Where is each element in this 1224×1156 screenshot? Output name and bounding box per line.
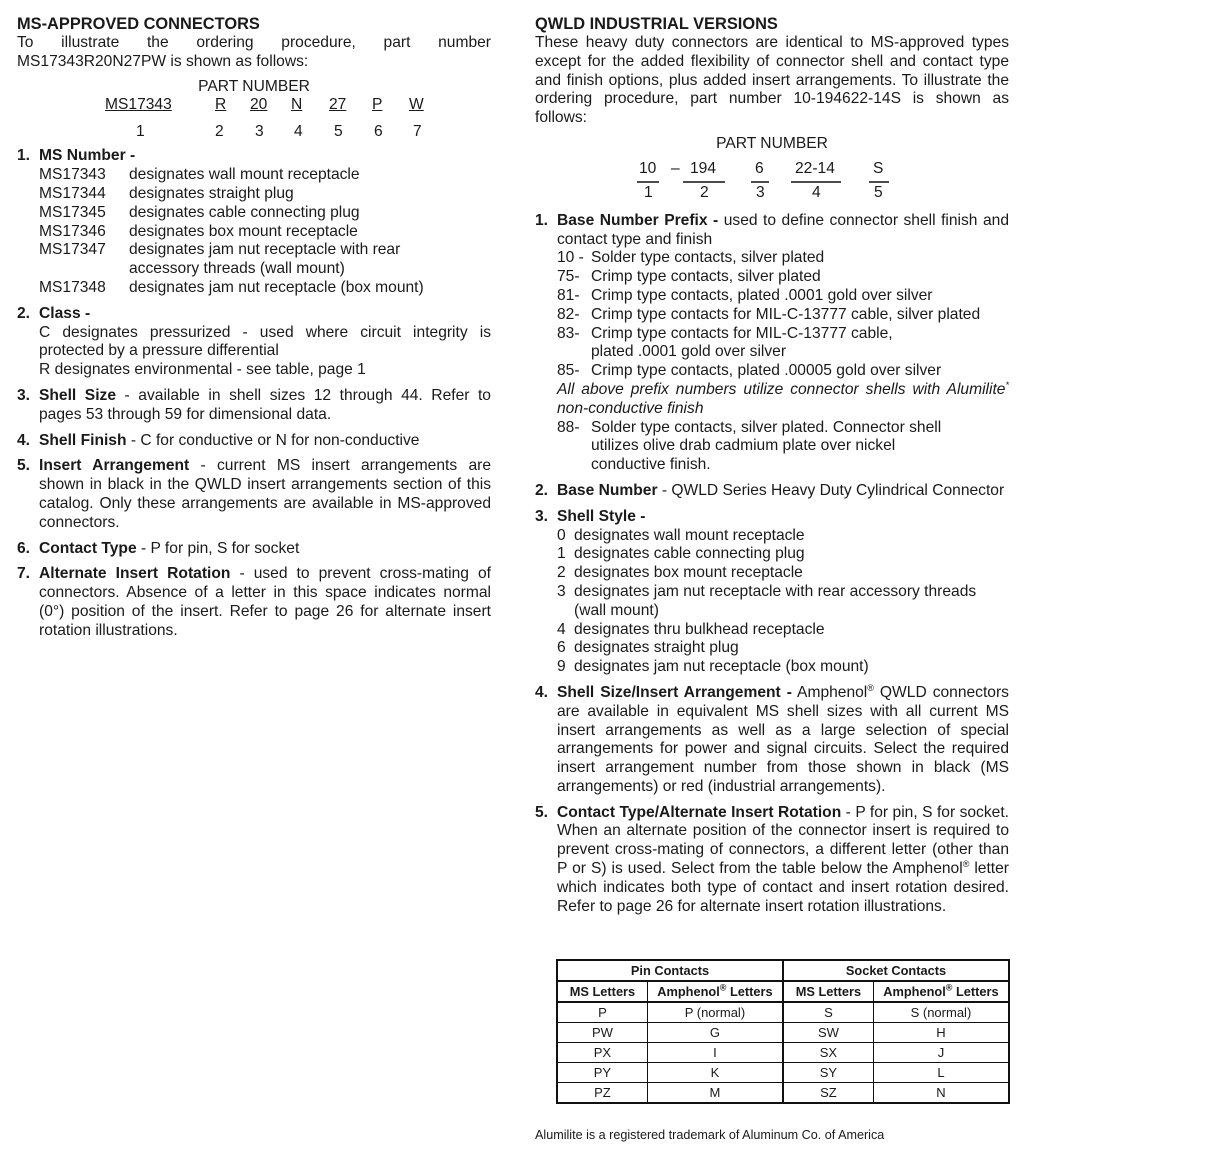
table-row [557, 1083, 1009, 1104]
list-item [17, 305, 491, 380]
note-asterisk: * [1005, 379, 1009, 390]
part-index: 4 [812, 183, 821, 201]
style-text: designates jam nut receptacle with rear accessory threads (wall mount) [574, 582, 977, 619]
part-segment: 194 [690, 159, 717, 177]
prefix-key: 10 - [557, 249, 584, 267]
style-row [557, 564, 1009, 583]
registered-mark: ® [719, 982, 727, 993]
prefix-row [557, 306, 1009, 325]
prefix-key: 85- [557, 362, 580, 380]
definition-row [39, 166, 491, 185]
part-segment: P [372, 96, 383, 114]
registered-mark: ® [945, 982, 953, 993]
item-number: 2. [17, 304, 31, 322]
item-heading: Shell Size/Insert Arrangement - [557, 683, 792, 701]
definition-text: designates jam nut receptacle with rear accessory threads (wall mount) [129, 241, 401, 278]
note-text: All above prefix numbers utilize connector shells with Alumilite [557, 380, 1006, 398]
style-row [557, 621, 1009, 640]
definition-code: MS17345 [39, 203, 106, 221]
table-group-header [557, 960, 1009, 981]
table-cell: M [647, 1083, 783, 1104]
item-number: 4. [535, 683, 549, 701]
section-title: MS-APPROVED CONNECTORS [17, 15, 260, 33]
item-heading: Base Number Prefix - [557, 211, 719, 229]
column-header [873, 981, 1009, 1002]
trademark-footnote: Alumilite is a registered trademark of Aluminum Co. of America [535, 1128, 885, 1142]
class-description: C designates pressurized - used where circuit integrity is protected by a pressure differential [39, 323, 491, 360]
table-cell: H [873, 1023, 1009, 1043]
qwld-industrial-section [535, 14, 1009, 923]
prefix-text: Crimp type contacts for MIL-C-13777 cable, silver plated [591, 305, 981, 323]
prefix-row [557, 419, 1009, 475]
definition-code: MS17346 [39, 222, 106, 240]
contact-letters-table [556, 959, 1010, 1104]
part-segment: 20 [250, 96, 268, 114]
item-body: letter which indicates both type of contact and insert rotation desired. Refer to page 26 for alternate insert rotation illustrations. [557, 860, 1009, 915]
list-item [535, 482, 1009, 501]
table-cell: J [873, 1043, 1009, 1063]
style-key: 3 [557, 582, 566, 600]
prefix-text: Crimp type contacts, silver plated [591, 268, 821, 286]
item-heading: Shell Finish [39, 431, 127, 449]
definition-text: designates straight plug [129, 184, 294, 202]
table-cell: S (normal) [873, 1002, 1009, 1023]
prefix-key: 75- [557, 268, 580, 286]
column-header-text: Letters [952, 984, 999, 999]
note-text: non-conductive finish [557, 399, 704, 417]
table-row [557, 1043, 1009, 1063]
ms-approved-section [17, 14, 491, 648]
list-item [17, 540, 491, 559]
part-index: 5 [874, 183, 883, 201]
list-item [17, 432, 491, 451]
prefix-text: Crimp type contacts, plated .0001 gold over silver [591, 286, 933, 304]
style-key: 4 [557, 620, 566, 638]
table-cell: N [873, 1083, 1009, 1104]
style-key: 9 [557, 658, 566, 676]
table-cell: P [557, 1002, 647, 1023]
shell-style-list [557, 527, 1009, 677]
table-row [557, 1002, 1009, 1023]
table-cell: SY [783, 1063, 873, 1083]
item-number: 2. [535, 481, 549, 499]
table-cell: K [647, 1063, 783, 1083]
item-body: - QWLD Series Heavy Duty Cylindrical Connector [657, 481, 1005, 499]
style-key: 1 [557, 545, 566, 563]
item-number: 3. [17, 386, 31, 404]
item-body: Amphenol [791, 683, 868, 701]
definition-row [39, 204, 491, 223]
registered-mark: ® [962, 858, 970, 869]
definition-row [39, 279, 491, 298]
style-text: designates wall mount receptacle [574, 526, 805, 544]
prefix-row [557, 287, 1009, 306]
part-index: 1 [644, 183, 653, 201]
intro-line: To illustrate the ordering procedure, part number [17, 34, 491, 51]
part-index: 6 [374, 123, 383, 141]
item-heading: MS Number - [39, 147, 136, 165]
part-segment: 6 [755, 159, 764, 177]
prefix-key: 81- [557, 286, 580, 304]
prefix-text: Solder type contacts, silver plated. Connector shell utilizes olive drab cadmium plate over nickel conductive finish. [591, 418, 942, 474]
style-text: designates thru bulkhead receptacle [574, 620, 825, 638]
item-heading: Shell Style - [557, 507, 646, 525]
table-row [557, 1063, 1009, 1083]
prefix-list [557, 419, 1009, 475]
item-number: 3. [535, 507, 549, 525]
definition-row [39, 223, 491, 242]
table-cell: G [647, 1023, 783, 1043]
prefix-key: 88- [557, 418, 580, 436]
item-heading: Alternate Insert Rotation [39, 565, 231, 583]
column-header-text: Letters [726, 984, 773, 999]
table-cell: SX [783, 1043, 873, 1063]
column-header-text: Amphenol [883, 984, 946, 999]
definition-row [39, 185, 491, 204]
ms-item-list [17, 147, 491, 640]
item-heading: Contact Type [39, 539, 137, 557]
item-number: 4. [17, 431, 31, 449]
table-cell: PW [557, 1023, 647, 1043]
item-body: - used to prevent cross-mating of connectors. Absence of a letter in this space indicates normal (0°) position of the insert. Refer to page 26 for alternate insert rotation illustrations. [39, 565, 491, 639]
part-number-label: PART NUMBER [198, 77, 310, 95]
list-item [17, 387, 491, 425]
item-body: - P for pin, S for socket [136, 539, 300, 557]
part-index: 3 [756, 183, 765, 201]
item-number: 6. [17, 539, 31, 557]
part-segment: W [409, 96, 424, 114]
style-text: designates straight plug [574, 639, 739, 657]
table-column-header [557, 981, 1009, 1002]
style-key: 0 [557, 526, 566, 544]
column-header: MS Letters [557, 981, 647, 1002]
list-item [17, 147, 491, 297]
table-cell: SZ [783, 1083, 873, 1104]
style-text: designates cable connecting plug [574, 545, 805, 563]
part-segment: S [873, 159, 884, 177]
part-number-segments [535, 160, 1009, 180]
prefix-row [557, 268, 1009, 287]
part-number-segments [17, 96, 491, 118]
item-number: 5. [535, 803, 549, 821]
item-body: - P for pin, S for socket. When an alternate position of the connector insert is required to prevent cross-mating of connectors, a different letter (other than P or S) is used. Select from the table below the Amphenol [557, 803, 1009, 878]
style-key: 6 [557, 639, 566, 657]
item-number: 1. [17, 147, 31, 165]
style-row [557, 583, 1009, 621]
part-number-indices [17, 123, 491, 145]
part-index: 7 [413, 123, 422, 141]
item-body: - available in shell sizes 12 through 44. Refer to pages 53 through 59 for dimensional data. [39, 386, 491, 423]
column-header [647, 981, 783, 1002]
list-item [17, 457, 491, 532]
style-row [557, 545, 1009, 564]
style-row [557, 639, 1009, 658]
part-segment: – [671, 159, 680, 177]
prefix-text: Solder type contacts, silver plated [591, 249, 825, 267]
list-item [535, 212, 1009, 475]
part-index: 5 [334, 123, 343, 141]
part-segment: 27 [329, 96, 347, 114]
section-title: QWLD INDUSTRIAL VERSIONS [535, 15, 778, 33]
qwld-item-list [535, 212, 1009, 917]
definition-row [39, 241, 491, 279]
definition-text: designates cable connecting plug [129, 203, 360, 221]
definition-code: MS17347 [39, 241, 106, 259]
item-heading: Insert Arrangement [39, 457, 190, 475]
part-index: 1 [136, 123, 145, 141]
list-item [535, 508, 1009, 677]
item-number: 7. [17, 565, 31, 583]
item-body: used to define connector shell finish and contact type and finish [557, 211, 1010, 248]
table-cell: L [873, 1063, 1009, 1083]
column-header: MS Letters [783, 981, 873, 1002]
pin-contacts-header: Pin Contacts [557, 960, 783, 981]
item-number: 1. [535, 211, 549, 229]
item-heading: Class - [39, 304, 91, 322]
part-segment: 22-14 [795, 159, 835, 177]
prefix-note [557, 381, 1009, 419]
intro-paragraph: These heavy duty connectors are identical to MS-approved types except for the added flexibility of connector shell and contact type and finish options, plus added insert arrangements. To illustrate the ordering procedure, part number 10-194622-14S is shown as follows: [535, 34, 1009, 127]
definition-text: designates jam nut receptacle (box mount) [129, 278, 424, 296]
intro-line: MS17343R20N27PW is shown as follows: [17, 52, 309, 70]
item-heading: Base Number [557, 481, 658, 499]
prefix-text: Crimp type contacts, plated .00005 gold over silver [591, 362, 942, 380]
part-segment: 10 [639, 159, 657, 177]
prefix-row [557, 325, 1009, 363]
item-heading: Contact Type/Alternate Insert Rotation [557, 803, 842, 821]
prefix-list [557, 249, 1009, 381]
table-cell: SW [783, 1023, 873, 1043]
prefix-key: 82- [557, 305, 580, 323]
part-number-label: PART NUMBER [716, 134, 828, 152]
table-cell: I [647, 1043, 783, 1063]
column-header-text: Amphenol [657, 984, 720, 999]
ms-number-definitions [39, 166, 491, 298]
table-cell: S [783, 1002, 873, 1023]
style-row [557, 658, 1009, 677]
part-index: 3 [255, 123, 264, 141]
list-item [535, 804, 1009, 917]
style-text: designates jam nut receptacle (box mount) [574, 658, 869, 676]
list-item [17, 565, 491, 640]
item-heading: Shell Size [39, 386, 117, 404]
table-cell: PX [557, 1043, 647, 1063]
definition-text: designates box mount receptacle [129, 222, 358, 240]
definition-code: MS17344 [39, 184, 106, 202]
class-description: R designates environmental - see table, page 1 [39, 361, 366, 379]
part-index: 4 [294, 123, 303, 141]
prefix-key: 83- [557, 324, 580, 342]
style-key: 2 [557, 564, 566, 582]
prefix-row [557, 249, 1009, 268]
part-segment: R [215, 96, 227, 114]
table-cell: PY [557, 1063, 647, 1083]
item-number: 5. [17, 457, 31, 475]
part-segment: MS17343 [105, 96, 172, 114]
item-body: - C for conductive or N for non-conductive [126, 431, 420, 449]
definition-code: MS17348 [39, 278, 106, 296]
definition-text: designates wall mount receptacle [129, 166, 360, 184]
part-index: 2 [215, 123, 224, 141]
definition-code: MS17343 [39, 166, 106, 184]
list-item [535, 684, 1009, 797]
prefix-text: Crimp type contacts for MIL-C-13777 cable, plated .0001 gold over silver [591, 324, 893, 361]
socket-contacts-header: Socket Contacts [783, 960, 1009, 981]
registered-mark: ® [867, 682, 874, 693]
item-body: - current MS insert arrangements are shown in black in the QWLD insert arrangements section of this catalog. Only these arrangements are available in MS-approved connectors. [39, 457, 491, 531]
item-body: QWLD connectors are available in equivalent MS shell sizes with all current MS insert arrangements as well as a large selection of special arrangements for power and signal circuits. Select the required insert arrangement number from those shown in black (MS arrangements) or red (industrial arrangements). [557, 683, 1009, 795]
style-row [557, 527, 1009, 546]
style-text: designates box mount receptacle [574, 564, 803, 582]
prefix-row [557, 362, 1009, 381]
part-index: 2 [700, 183, 709, 201]
part-number-indices [535, 184, 1009, 204]
table-cell: PZ [557, 1083, 647, 1104]
table-cell: P (normal) [647, 1002, 783, 1023]
table-row [557, 1023, 1009, 1043]
part-segment: N [291, 96, 303, 114]
